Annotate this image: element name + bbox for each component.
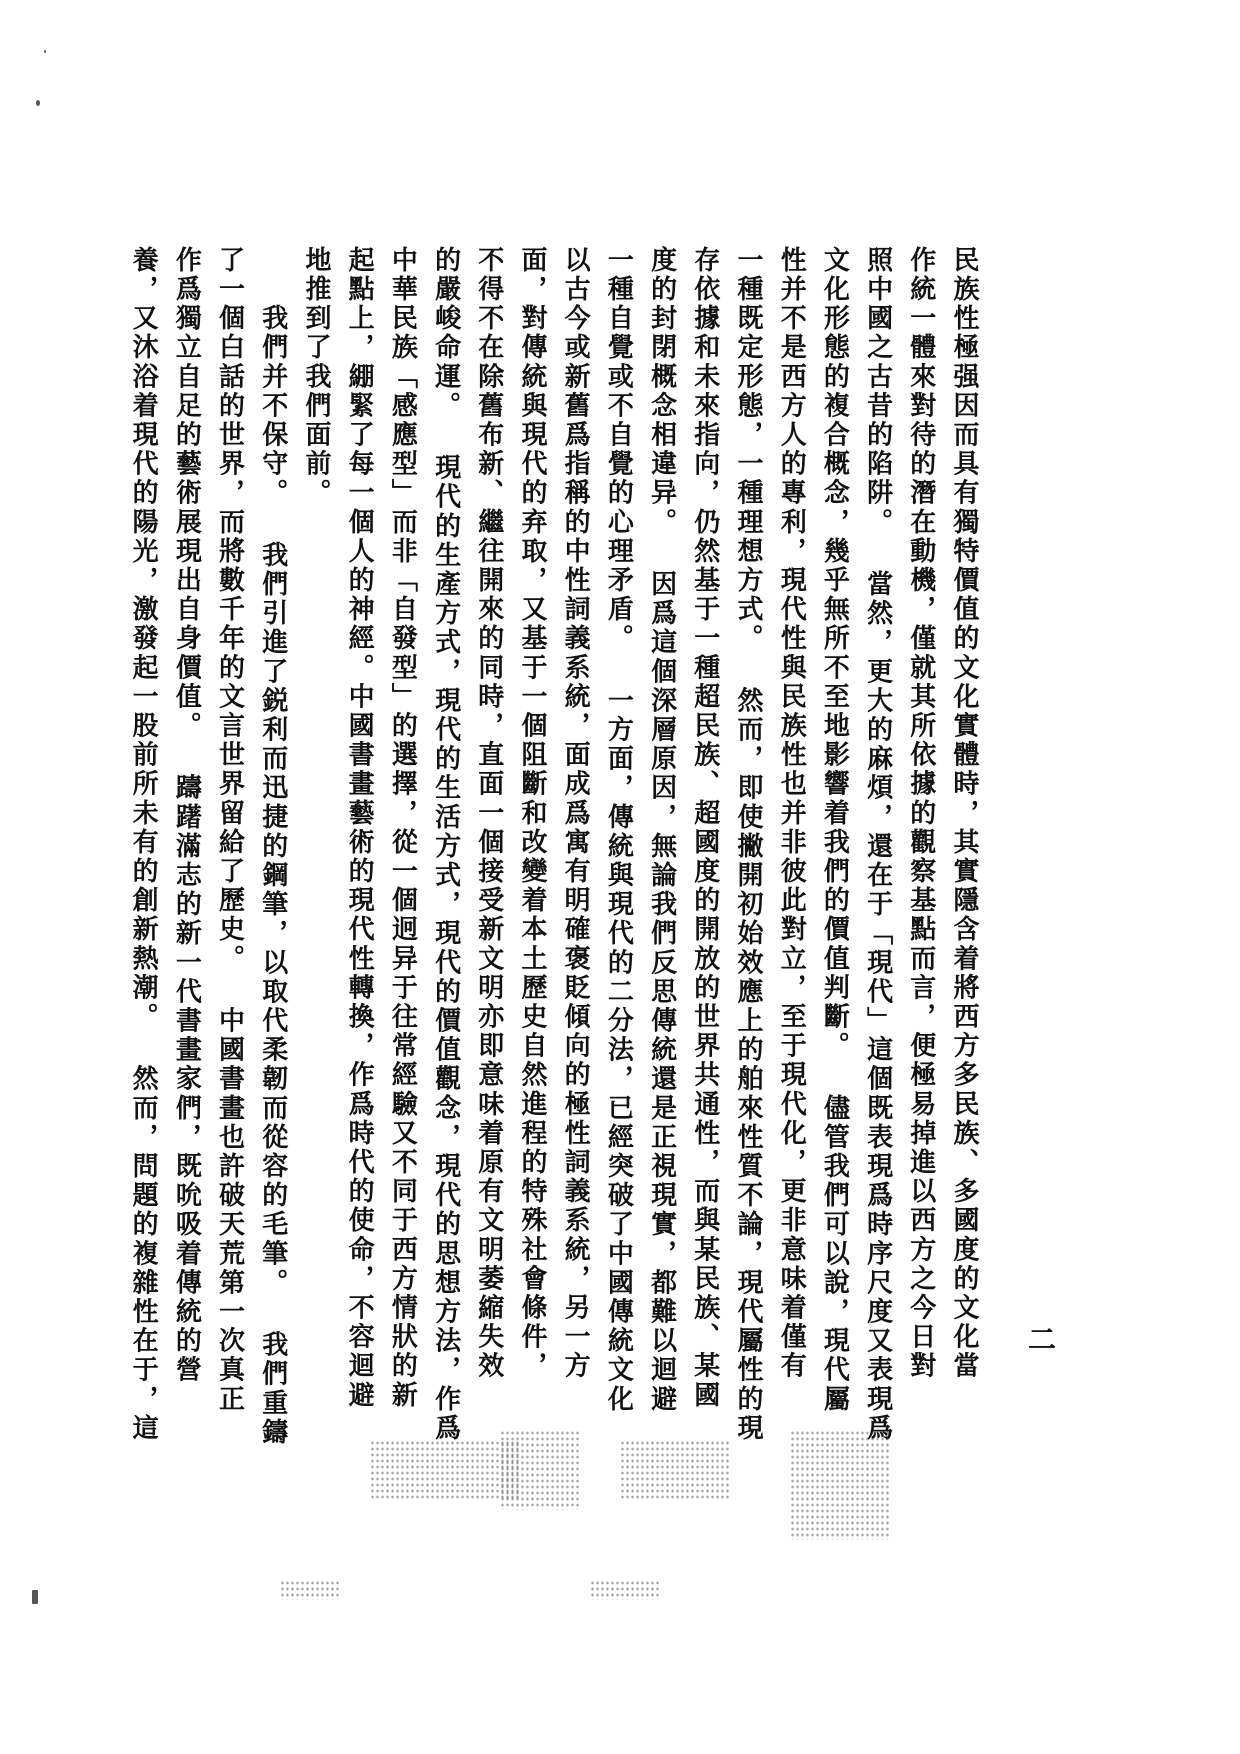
text-column: 地推到了我們面前。: [300, 246, 331, 508]
text-column: 起點上，綳緊了每一個人的神經。中國書畫藝術的現代性轉換，作爲時代的使命，不容迴避: [344, 246, 375, 1410]
scan-speck: [32, 1590, 38, 1604]
text-column: 不得不在除舊布新、繼往開來的同時，直面一個接受新文明亦即意味着原有文明萎縮失效: [473, 246, 504, 1381]
text-column: 我們并不保守。 我們引進了鋭利而迅捷的鋼筆，以取代柔韌而從容的毛筆。 我們重鑄: [257, 246, 288, 1448]
text-column: 以古今或新舊爲指稱的中性詞義系統，面成爲寓有明確褒貶傾向的極性詞義系統，另一方: [560, 246, 591, 1381]
text-column: 存依據和未來指向，仍然基于一種超民族、超國度的開放的世界共通性，而與某民族、某國: [689, 246, 720, 1410]
text-column: 中華民族「感應型」而非「自發型」的選擇，從一個迥异于往常經驗又不同于西方情狀的新: [387, 246, 418, 1410]
text-column: 面，對傳統與現代的弃取，又基于一個阻斷和改變着本土歷史自然進程的特殊社會條件，: [516, 246, 547, 1381]
text-column: 照中國之古昔的陷阱。 當然，更大的麻煩，還在于「現代」這個既表現爲時序尺度又表現爲: [862, 246, 893, 1444]
scan-noise: [590, 1580, 660, 1600]
text-column: 作爲獨立自足的藝術展現出自身價值。 躊躇滿志的新一代書畫家們，既吮吸着傳統的營: [171, 246, 202, 1385]
scan-noise: [370, 1440, 520, 1500]
text-column: 一種自覺或不自覺的心理矛盾。 一方面，傳統與現代的二分法，已經突破了中國傳統文化: [603, 246, 634, 1414]
text-column: 養，又沐浴着現代的陽光，激發起一股前所未有的創新熱潮。 然而，問題的複雜性在于，這: [128, 246, 159, 1444]
scan-noise: [280, 1580, 340, 1600]
text-column: 性并不是西方人的專利，現代性與民族性也并非彼此對立，至于現代化，更非意味着僅有: [776, 246, 807, 1381]
scan-noise: [790, 1430, 890, 1540]
text-column: 了一個白話的世界，而將數千年的文言世界留給了歷史。 中國書畫也許破天荒第一次真正: [214, 246, 245, 1414]
scan-noise: [500, 1430, 580, 1510]
scan-speck: [44, 50, 46, 53]
text-column: 作統一體來對待的潛在動機，僅就其所依據的觀察基點而言，便極易掉進以西方之今日對: [905, 246, 936, 1381]
scan-speck: [36, 100, 40, 106]
text-column: 民族性極强因而具有獨特價值的文化實體時，其實隱含着將西方多民族、多國度的文化當: [949, 246, 979, 1381]
page-number: 二: [1028, 1323, 1057, 1356]
text-column: 度的封閉概念相違异。 因爲這個深層原因，無論我們反思傳統還是正視現實，都難以迴避: [646, 246, 677, 1414]
text-column: 文化形態的複合概念，幾乎無所不至地影響着我們的價值判斷。 儘管我們可以說，現代屬: [819, 246, 850, 1414]
scan-noise: [620, 1440, 730, 1500]
text-column: 的嚴峻命運。 現代的生產方式，現代的生活方式，現代的價值觀念，現代的思想方法，作爲: [430, 246, 461, 1444]
text-column: 一種既定形態，一種理想方式。 然而，即使撇開初始效應上的舶來性質不論，現代屬性的現: [732, 246, 763, 1444]
body-text: [121, 246, 985, 1448]
